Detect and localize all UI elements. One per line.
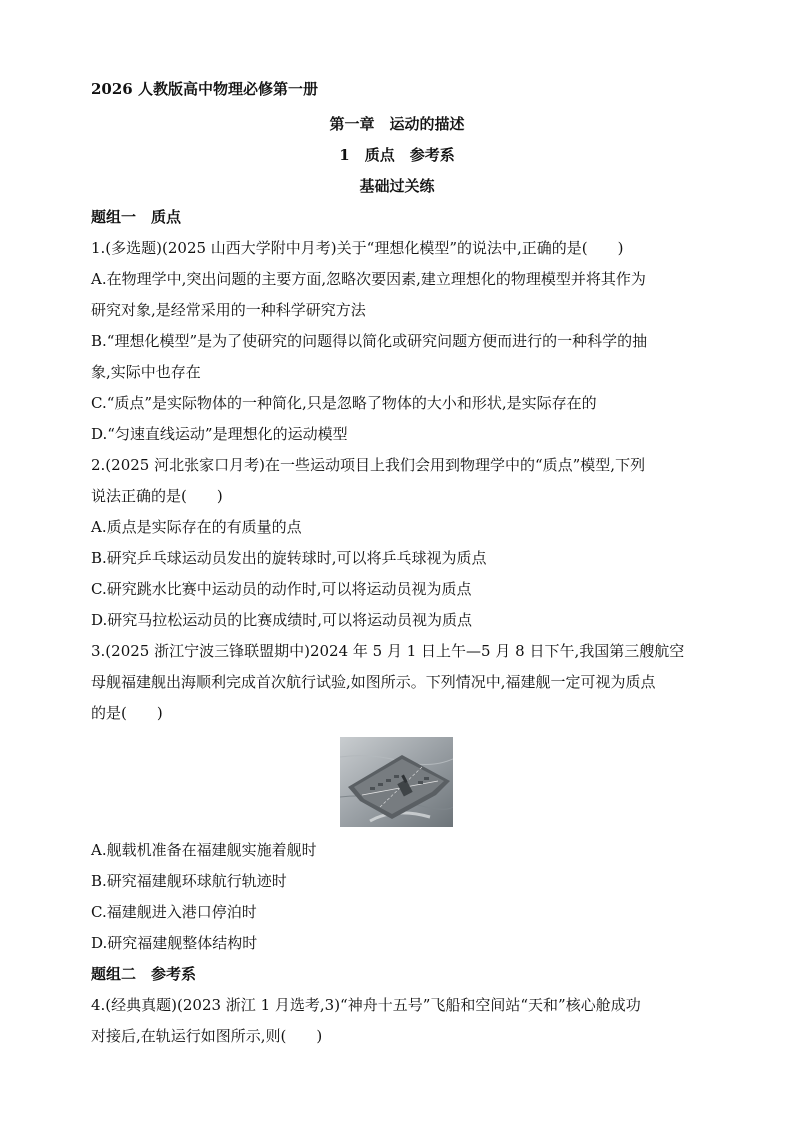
q2-option-a: A.质点是实际存在的有质量的点: [91, 518, 302, 536]
q1-option-b-line1: B.“理想化模型”是为了使研究的问题得以简化或研究问题方便而进行的一种科学的抽: [91, 332, 648, 350]
q1-option-a-line1: A.在物理学中,突出问题的主要方面,忽略次要因素,建立理想化的物理模型并将其作为: [91, 270, 646, 288]
q2-option-b: B.研究乒乓球运动员发出的旋转球时,可以将乒乓球视为质点: [91, 549, 487, 567]
section-title: 1 质点 参考系: [339, 146, 455, 164]
q1-option-b-line2: 象,实际中也存在: [91, 363, 201, 381]
q3-stem-line3: 的是( ): [91, 704, 163, 722]
aircraft-carrier-photo: [340, 737, 453, 827]
q4-stem-line1: 4.(经典真题)(2023 浙江 1 月选考,3)“神舟十五号”飞船和空间站“天和”核心舱成功: [91, 996, 641, 1014]
q3-stem-line2: 母舰福建舰出海顺利完成首次航行试验,如图所示。下列情况中,福建舰一定可视为质点: [91, 673, 656, 691]
q3-option-c: C.福建舰进入港口停泊时: [91, 903, 257, 921]
group1-title: 题组一 质点: [91, 208, 182, 226]
q3-option-b: B.研究福建舰环球航行轨迹时: [91, 872, 287, 890]
exercise-title: 基础过关练: [359, 177, 435, 195]
group2-title: 题组二 参考系: [91, 965, 197, 983]
q1-option-d: D.“匀速直线运动”是理想化的运动模型: [91, 425, 348, 443]
q4-stem-line2: 对接后,在轨运行如图所示,则( ): [91, 1027, 323, 1045]
q3-option-d: D.研究福建舰整体结构时: [91, 934, 258, 952]
q1-option-a-line2: 研究对象,是经常采用的一种科学研究方法: [91, 301, 366, 319]
q3-option-a: A.舰载机准备在福建舰实施着舰时: [91, 841, 317, 859]
q2-stem-line1: 2.(2025 河北张家口月考)在一些运动项目上我们会用到物理学中的“质点”模型,下列: [91, 456, 646, 474]
q2-option-d: D.研究马拉松运动员的比赛成绩时,可以将运动员视为质点: [91, 611, 473, 629]
q2-option-c: C.研究跳水比赛中运动员的动作时,可以将运动员视为质点: [91, 580, 472, 598]
book-title: 2026 人教版高中物理必修第一册: [91, 80, 318, 98]
q2-stem-line2: 说法正确的是( ): [91, 487, 223, 505]
q1-option-c: C.“质点”是实际物体的一种简化,只是忽略了物体的大小和形状,是实际存在的: [91, 394, 597, 412]
q1-stem: 1.(多选题)(2025 山西大学附中月考)关于“理想化模型”的说法中,正确的是( ): [91, 239, 624, 257]
q3-stem-line1: 3.(2025 浙江宁波三锋联盟期中)2024 年 5 月 1 日上午—5 月 8 日下午,我国第三艘航空: [91, 642, 685, 660]
chapter-title: 第一章 运动的描述: [329, 115, 465, 133]
